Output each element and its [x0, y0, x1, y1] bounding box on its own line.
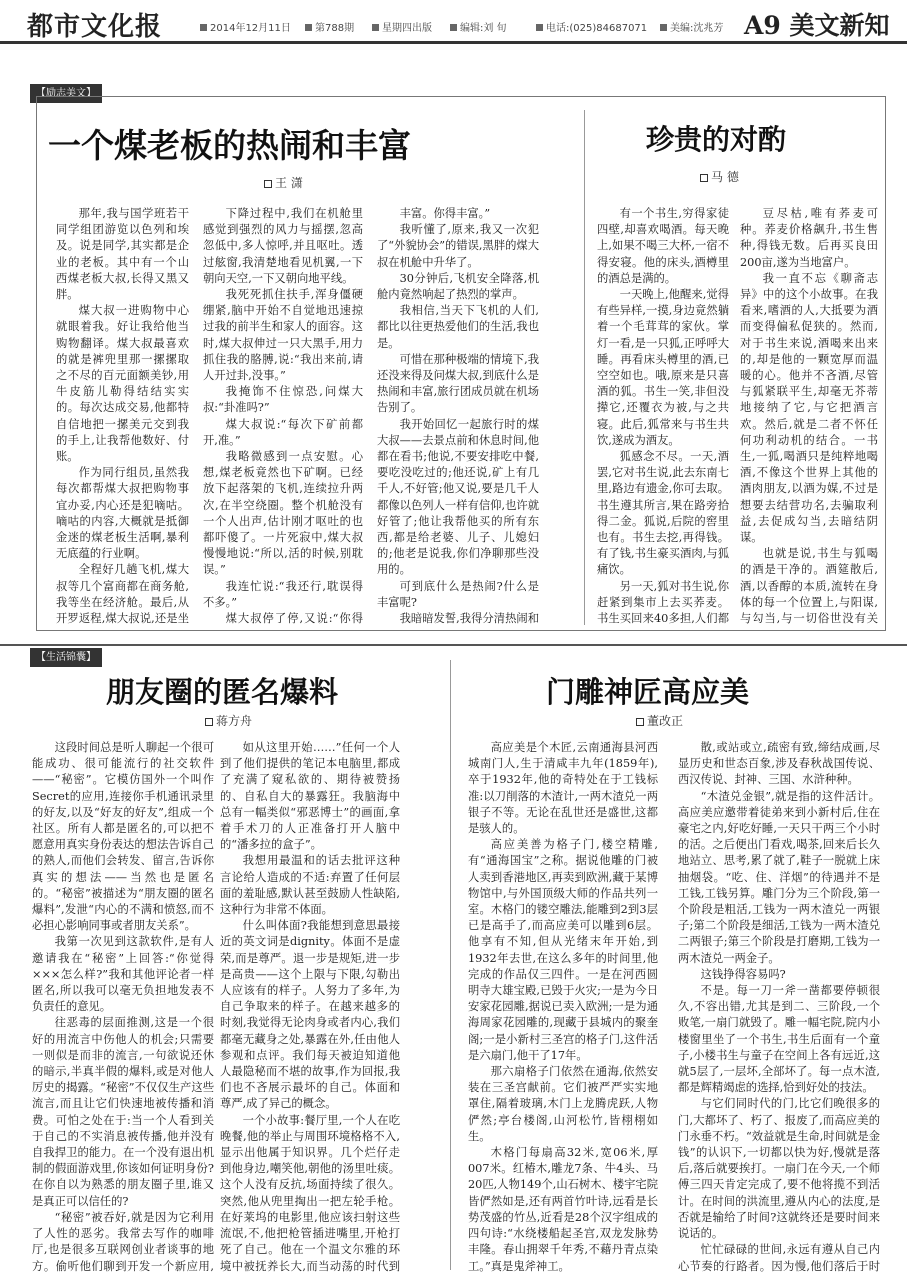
paragraph: 我略微感到一点安慰。心想,煤老板竟然也下矿啊。已经放下起落架的飞机,连续拉升两次,在半空绕圈。整个机舱没有一个人出声,估计刚才呕吐的也都吓傻了。一片死寂中,煤大叔慢慢地说:“所以,活的时候,别耽误。”: [203, 450, 363, 577]
paragraph: 一个小故事:餐厅里,一个人在吃晚餐,他的举止与周围环境格格不入,显示出他属于知识界。几个烂仔走到他身边,嘲笑他,朝他的汤里吐痰。这个人没有反抗,场面持续了很久。突然,他从兜里掏出一把左轮手枪。在好莱坞的电影里,他应该扫射这些流氓,不,他把枪管插进嘴里,开枪打死了自己。他在一个温文尔雅的环境中被抚养长大,而当动荡的时代到: [220, 1113, 400, 1272]
paragraph: 散,或站或立,疏密有致,缔结成画,尽显历史和世态百象,涉及春秋战国传说、西汉传说、封神、三国、水浒种种。: [678, 741, 880, 787]
paragraph: 也就是说,书生与狐喝的酒是干净的。酒筵散后,酒,以香醇的本质,流转在身体的每一个位置上,与阳谋,与勾当,与一切俗世没有关: [740, 547, 878, 626]
section-tag-life-tips: 【生活锦囊】: [30, 648, 102, 667]
paragraph: 煤大叔说:“每次下矿前都开,准。”: [203, 417, 363, 447]
paragraph: 我暗暗发誓,我得分清热闹和: [399, 612, 539, 626]
article-column: [56, 206, 189, 626]
square-bullet-icon: [200, 24, 207, 31]
article-title-coal-boss: 一个煤老板的热闹和丰富: [48, 126, 411, 165]
paragraph: 煤大叔一进购物中心就眼着我。好让我给他当购物翻译。煤大叔最喜欢的就是裤兜里那一摞摞取之不尽的百元面额美钞,用牛皮筋儿勒得结结实实的。每次达成交易,他都特自信地把一摞美元交到我的手上,让我帮他数好、付账。: [56, 304, 189, 464]
square-bullet-icon: [305, 24, 312, 31]
paragraph: 丰富。你得丰富。”: [399, 207, 491, 220]
paragraph: 煤大叔停了停,又说:“你得: [225, 612, 363, 626]
masthead: 都市文化报: [27, 12, 163, 42]
paragraph: “秘密”被吞好,就是因为它利用了人性的恶劣。我常去写作的咖啡厅,也是很多互联网创业者谈事的地方。偷听他们聊到开发一个新应用,: [32, 1210, 214, 1272]
article-column: [740, 206, 878, 626]
paragraph: 如从这里开始……”任何一个人到了他们提供的笔记本电脑里,都成了充满了窥私欲的、期待被赞扬的、自私自大的暴露狂。我脑海中总有一幅类似“邪恶博士”的画面,拿着手术刀的人正准备打开人脑中的“潘多拉的盒子”。: [220, 741, 400, 852]
article-column: [377, 206, 539, 626]
paragraph: 那六扇格子门依然在通海,依然安装在三圣宫献前。它们被严严实实地罩住,隔着玻璃,木门上龙腾虎跃,人物俨然;亭台楼阁,山河松竹,皆栩栩如生。: [468, 1065, 658, 1143]
paragraph: 我一直不忘《聊斋志异》中的这个小故事。在我看来,嗜酒的人,大抵要为酒而变得偏私促狭的。然而,对于书生来说,酒喝来出来的,却是他的一颗宽厚而温暖的心。他并不吝酒,尽管与狐紧联平生,却毫无芥蒂地接纳了它,与它把酒言欢。然后,就是二者不怀任何功利动机的结合。一书生,一狐,喝酒只是纯粹地喝酒,不像这个世界上其他的酒肉朋友,以酒为媒,不过是想要去结营功名,去骗取利益,去促成勾当,去暗结阴谋。: [740, 271, 878, 545]
paragraph: 我相信,当天下飞机的人们,都比以往更热爱他们的生活,我也是。: [377, 304, 539, 350]
article-title-anonymous-leaks: 朋友圈的匿名爆料: [106, 675, 339, 709]
page-number: A9 美文新知: [744, 11, 890, 40]
article-byline: 董改正: [636, 712, 683, 729]
header-phone: 电话:(025)84687071: [536, 19, 647, 34]
column-divider: [584, 110, 585, 625]
header-issue: 第788期: [305, 19, 354, 34]
paragraph: 我死死抓住扶手,浑身僵硬绷紧,脑中开始不自觉地迅速掠过我的前半生和家人的面容。这时,煤大叔伸过一只大黑手,用力抓住我的胳膊,说:“我出来前,请人开过卦,没事。”: [203, 288, 363, 383]
article-byline: 王 潇: [264, 174, 303, 191]
paragraph: 高应美是个木匠,云南通海县河西城南门人,生于清咸丰九年(1859年),卒于1932年,他的奇特处在于工钱标准:以刀削落的木渣计,一两木渣兑一两银子不等。无论在乱世还是盛世,这都是骇人的。: [468, 741, 658, 836]
paragraph: 不是。每一刀一斧一凿都要停顿很久,不容出错,尤其是到二、三阶段,一个败笔,一扇门就毁了。雕一幅宅院,院内小楼窗里坐了一个书生,书生后面有一个童子,小楼书生与童子在空间上各有远近,这就5层了,一层坏,全部坏了。每一点木渣,都是辉精竭虑的选择,恰到好处的技法。: [678, 984, 880, 1095]
paragraph: 我听懂了,原来,我又一次犯了“外貌协会”的错误,黑胖的煤大叔在机舱中升华了。: [377, 223, 539, 269]
square-bullet-icon: [536, 24, 543, 31]
box-icon: [205, 718, 213, 726]
header-editor: 编辑:刘 旬: [450, 19, 507, 34]
article-byline: 马 德: [700, 168, 739, 185]
article-column: [597, 206, 729, 626]
column-divider: [450, 660, 451, 1270]
section-divider: [0, 644, 907, 646]
paragraph: 什么叫体面?我能想到意思最接近的英文词是dignity。体面不是虚荣,而是尊严。退一步是规矩,进一步是高贵——这个上限与下限,勾勒出人应该有的样子。人努力了多年,为自己争取来的样子。在越来越多的时刻,我觉得无论肉身或者内心,我们都毫无藏身之处,暴露在外,任由他人参观和点评。我们每天被迫知道他人最隐秘而不堪的故事,作为回报,我们也不吝展示最坏的自己。体面和尊严,成了异己的概念。: [220, 919, 400, 1111]
paragraph: 这段时间总是听人聊起一个很可能成功、很可能流行的社交软件——“秘密”。它模仿国外一个叫作Secret的应用,连接你手机通讯录里的好友,以及“好友的好友”,组成一个社区。所有人都是匿名的,可以把不愿意用真实身份表达的想法告诉自己的熟人,而他们会转发、留言,告诉你真实的想法——当然也是匿名的。“秘密”被描述为“朋友圈的匿名爆料”,发泄“内心的不满和愤怒,而不必担心影响同事或者朋友关系”。: [32, 741, 214, 933]
article-byline: 蒋方舟: [205, 712, 252, 729]
paragraph: 这钱挣得容易吗?: [700, 967, 786, 981]
section-tag-inspirational: 【励志美文】: [30, 84, 102, 103]
article-column: [220, 740, 400, 1272]
paragraph: 有一个书生,穷得家徒四壁,却喜欢喝酒。每天晚上,如果不喝三大杯,一宿不得安寝。他的床头,酒樽里的酒总是满的。: [597, 207, 729, 285]
page-header: [0, 0, 907, 44]
article-column: [32, 740, 214, 1272]
header-weekday: 星期四出版: [372, 19, 432, 34]
square-bullet-icon: [660, 24, 667, 31]
article-column: [203, 206, 363, 626]
box-icon: [700, 174, 708, 182]
paragraph: 一天晚上,他醒来,觉得有些异样,一摸,身边竟然躺着一个毛茸茸的家伙。掌灯一看,是一只狐,正呼呼大睡。再看床头樽里的酒,已空空如也。哦,原来是只喜酒的狐。书生一笑,非但没撵它,还覆衣为被,与之共寝。此后,狐常来与书生共饮,遂成为酒友。: [597, 288, 729, 447]
paragraph: 我掩饰不住惊恐,问煤大叔:“卦准吗?”: [203, 385, 363, 415]
paragraph: 豆尽枯,唯有荞麦可种。荞麦价格飙升,书生售种,得钱无数。后再买良田200亩,遂为当地富户。: [740, 207, 878, 269]
article-title-precious-drink: 珍贵的对酌: [646, 123, 787, 156]
header-date: 2014年12月11日: [200, 19, 291, 34]
paragraph: 往恶毒的层面推测,这是一个很好的用流言中伤他人的机会;只需要一则似是而非的流言,一句欲说还休的暗示,半真半假的爆料,或是对他人厉史的揭露。“秘密”不仅仅生产这些流言,而且让它们快速地被传播和消费。可怕之处在于:当一个人看到关于自己的不实消息被传播,他并没有自我捍卫的能力。在一个没有退出机制的假面游戏里,你该如何证明身份?在你自以为熟悉的朋友圈子里,谁又是真正可以信任的?: [32, 1016, 214, 1208]
header-designer: 美编:沈兆芳: [660, 19, 723, 34]
paragraph: 另一天,狐对书生说,你赶紧到集市上去买荞麦。书生买回来40多担,人们都: [597, 579, 729, 626]
paragraph: 全程好几趟飞机,煤大叔等几个富商都在商务舱,我等坐在经济舱。最后,从开罗返程,煤大叔说,还是坐: [56, 563, 189, 626]
paragraph: 狐感念不尽。一天,酒罢,它对书生说,此去东南七里,路边有遗金,你可去取。书生遵其所言,果在路旁拾得二金。狐说,后院的窖里也有。书生去挖,再得钱。有了钱,书生豪买酒肉,与狐痛饮。: [597, 450, 729, 577]
paragraph: 下降过程中,我们在机舱里感觉到强烈的风力与摇摆,忽高忽低中,多人惊呼,并且呕吐。透过舷窗,我清楚地看见机翼,一下朝向天空,一下又朝向地平线。: [203, 207, 363, 285]
paragraph: 可到底什么是热闹?什么是丰富呢?: [377, 579, 539, 609]
paragraph: 高应美善为格子门,楼空精雕,有“通海国宝”之称。据说他雕的门被人卖到香港地区,再卖到欧洲,藏于某博物馆中,与外国顶级大师的作品共列一室。木格门的镂空雕法,能雕到2到3层已是高手了,而高应美可以雕到6层。他享有不知,但从光绪末年开始,到1932年去世,在这么多年的时间里,他完成的作品仅三四件。一是在河西圆明寺大雄宝殿,已毁于火灾;一是为今日安家花园雕,据说已卖入欧洲;一是为通海周家花园雕的,现藏于县城内的聚奎阁;一是小新村三圣宫的格子门,这件活是六扇门,他干了17年。: [468, 838, 658, 1062]
paragraph: 可惜在那种极端的情境下,我还没来得及问煤大叔,到底什么是热闹和丰富,旅行团成员就在机场告别了。: [377, 352, 539, 415]
paragraph: 30分钟后,飞机安全降落,机舱内竟然响起了热烈的掌声。: [377, 271, 539, 302]
paragraph: “木渣兑金银”,就是指的这件活计。高应美应邀带着徒弟来到小新村后,住在豪宅之内,好吃好睡,一天只干两三个小时的活。之后便出门看戏,喝茶,回来后长久地站立、思考,累了就了,鞋子一脱就上床抽烟袋。“吃、住、洋烟”的待遇并不是工钱,工钱另算。雕门分为三个阶段,第一个阶段是粗活,工钱为一两木渣兑一两银子;第二个阶段是细活,工钱为一两木渣兑二两银子;第三个阶段是打磨期,工钱为一两木渣兑一两金子。: [678, 789, 880, 965]
square-bullet-icon: [372, 24, 379, 31]
paragraph: 忙忙碌碌的世间,永远有遵从自己内心节奏的行路者。因为慢,他们落后于时: [678, 1243, 880, 1272]
box-icon: [636, 718, 644, 726]
article-column: [678, 740, 880, 1272]
paragraph: 我想用最温和的话去批评这种言论给人造成的不适:弃置了任何层面的羞耻感,默认甚至鼓励人性缺陷,这种行为非常不体面。: [220, 854, 400, 917]
paragraph: 木格门每扇高32米,宽06米,厚007米。红椿木,雕龙7条、牛4头、马20匹,人物149个,山石树木、楼宇宅院皆俨然如是,还有两首竹叶诗,远看是长势茂盛的竹丛,近看是28个汉字组成的四句诗:“水绕楼船起圣宫,双龙发脉势丰隆。春山拥翠千年秀,不藉丹青点染工。”真是鬼斧神工。: [468, 1146, 658, 1272]
square-bullet-icon: [450, 24, 457, 31]
paragraph: 我开始回忆一起旅行时的煤大叔——去景点前和休息时间,他都在看书;他说,不要安排吃中餐,要吃没吃过的;他还说,矿上有几千人,不好管;他又说,要是几千人都像以色列人一样有信仰,也许就好管了;他让我帮他买的所有东西,都是给老婆、儿子、儿媳妇的;他老是说我,你们净聊那些没用的。: [377, 417, 539, 577]
paragraph: 我第一次见到这款软件,是有人邀请我在“秘密”上回答:“你觉得×××怎么样?”我和其他评论者一样匿名,所以我可以毫无负担地发表不负责任的意见。: [32, 935, 214, 1014]
paragraph: 作为同行组员,虽然我每次都帮煤大叔把购物事宜办妥,内心还是犯嘀咕。嘀咕的内容,大概就是抵御金迷的煤老板生活啊,暴利无底蕴的行业啊。: [56, 466, 189, 561]
box-icon: [264, 180, 272, 188]
article-title-door-carver: 门雕神匠高应美: [546, 675, 750, 709]
article-column: [468, 740, 658, 1272]
paragraph: 我连忙说:“我还行,耽误得不多。”: [203, 579, 363, 609]
paragraph: 与它们同时代的门,比它们晚很多的门,大都坏了、朽了、报废了,而高应美的门永垂不朽。“效益就是生命,时间就是金钱”的认识下,一切都以快为好,慢就是落后,落后就要挨打。一扇门在今天,一个师傅三四天肯定完成了,要不他将揽不到活计。在时间的洪流里,遵从内心的法度,是否就是输给了时间?这就终还是要时间来说话的。: [678, 1097, 880, 1241]
paragraph: 那年,我与国学班若干同学组团游览以色列和埃及。说是同学,其实都是企业的老板。其中有一个山西煤老板大叔,长得又黑又胖。: [56, 207, 189, 302]
